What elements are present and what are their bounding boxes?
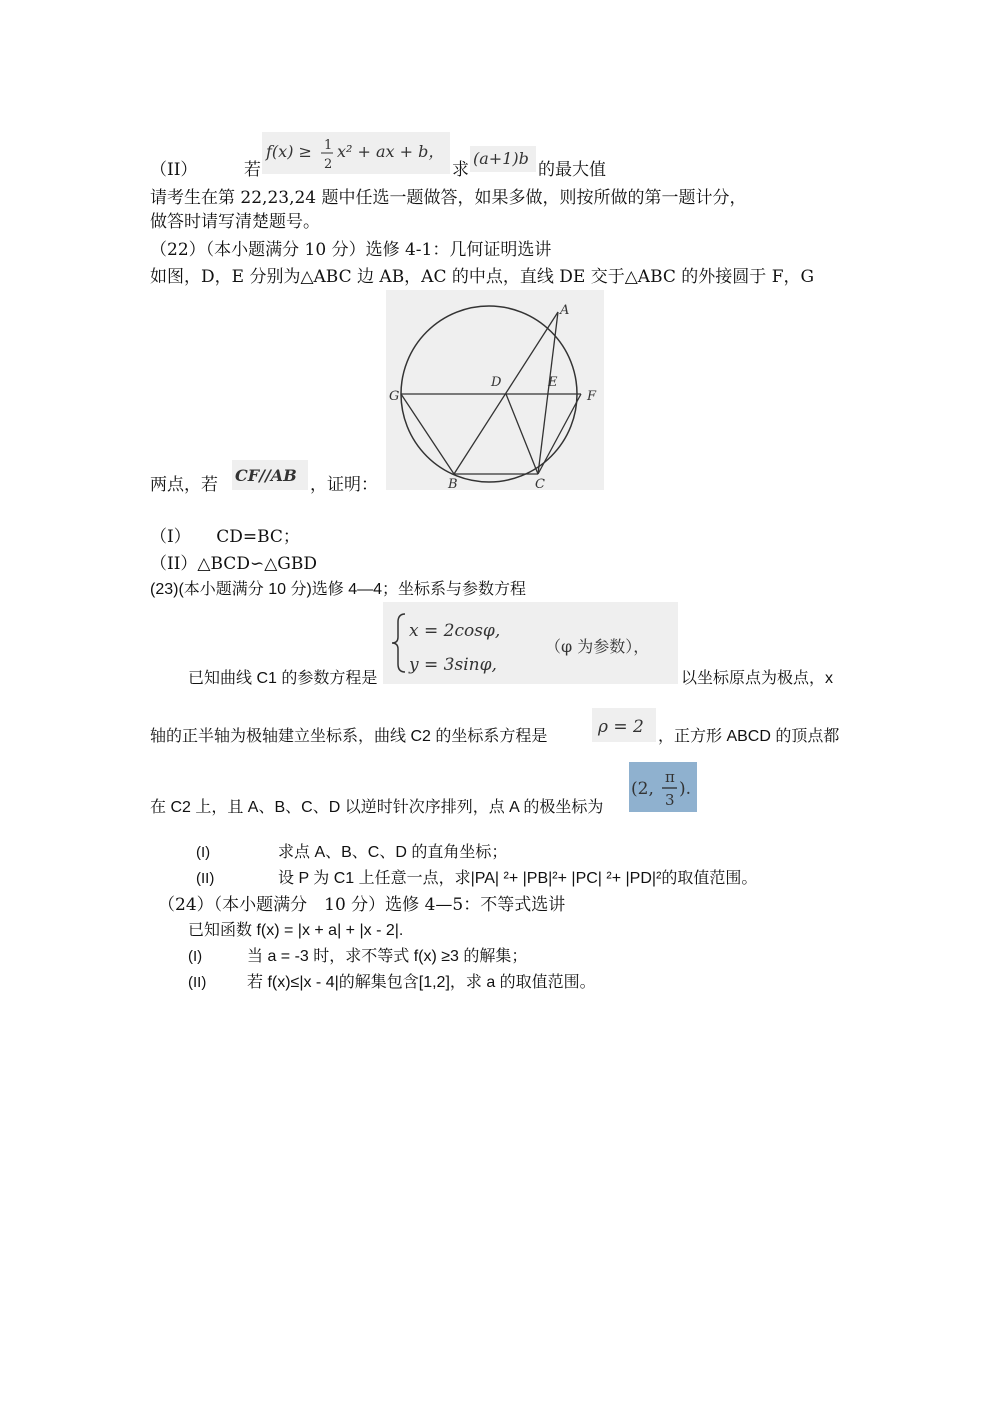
q22-part2: （II）△BCD∽△GBD (150, 554, 317, 574)
q21-formula-lhs: f(x) ≥ (266, 142, 312, 161)
instructions-line1: 请考生在第 22,23,24 题中任选一题做答，如果多做，则按所做的第一题计分， (150, 188, 747, 208)
q21-qiu: 求 (452, 160, 469, 180)
q24-part2-label: (II) (188, 974, 207, 991)
q22-intro: 如图，D，E 分别为△ABC 边 AB，AC 的中点，直线 DE 交于△ABC 的外接圆于 F，G (150, 267, 815, 287)
q23-polar-open: (2, (631, 779, 654, 799)
q23-part1-text: 求点 A、B、C、D 的直角坐标； (278, 844, 508, 861)
q23-rho-eq: ρ = 2 (598, 717, 644, 737)
q22-lead: 两点，若 (150, 475, 218, 495)
q23-line2-a: 轴的正半轴为极轴建立坐标系，曲线 C2 的坐标系方程是 (150, 728, 548, 745)
q21-expr: (a+1)b (473, 149, 529, 168)
q23-polar-image (629, 762, 697, 812)
q23-param-x: x = 2cosφ, (409, 621, 501, 641)
q21-part2-line (150, 158, 197, 182)
q21-formula-den: 2 (324, 157, 333, 172)
segment-dc (506, 394, 538, 474)
q23-part2-label: (II) (196, 870, 215, 887)
q23-param-image (383, 602, 678, 684)
q22-prove: ，证明： (310, 475, 378, 495)
q21-part2-label: （II） (150, 160, 198, 180)
q23-rho-image (592, 708, 656, 742)
q22-header: （22）（本小题满分 10 分）选修 4-1：几何证明选讲 (150, 240, 552, 260)
label-e: E (548, 375, 558, 390)
q21-formula-rhs: x² + ax + b， (337, 142, 445, 161)
segment-gb (401, 394, 454, 474)
q23-line1-a: 已知曲线 C1 的参数方程是 (188, 670, 378, 687)
segment-fc (538, 394, 581, 474)
instructions-line2: 做答时请写清楚题号。 (150, 212, 320, 232)
q21-ruo: 若 (244, 160, 261, 180)
label-b: B (448, 477, 458, 490)
segment-ac (538, 312, 558, 474)
q24-part2-text: 若 f(x)≤|x - 4|的解集包含[1,2]，求 a 的取值范围。 (247, 974, 596, 991)
q23-part2-text: 设 P 为 C1 上任意一点，求|PA| ²+ |PB|²+ |PC| ²+ |PD|²的取值范围。 (278, 870, 758, 887)
q23-polar-num: π (665, 768, 675, 786)
q24-function: 已知函数 f(x) = |x + a| + |x - 2|. (188, 922, 404, 939)
q23-header: (23)(本小题满分 10 分)选修 4—4；坐标系与参数方程 (150, 581, 527, 598)
q23-polar-close: ). (679, 779, 692, 799)
q21-formula-num: 1 (324, 138, 333, 153)
q22-part1: （I） CD=BC； (150, 527, 300, 547)
q23-line1-b: 以坐标原点为极点，x (681, 670, 834, 687)
label-d: D (491, 375, 502, 390)
label-a: A (560, 303, 570, 318)
q21-formula-image (262, 132, 450, 174)
q23-param-note: （φ 为参数）， (545, 637, 650, 656)
label-f: F (587, 389, 597, 404)
label-g: G (389, 389, 400, 404)
label-c: C (535, 477, 545, 490)
q24-header: （24）（本小题满分 10 分）选修 4—5：不等式选讲 (158, 895, 566, 915)
q23-param-y: y = 3sinφ, (409, 655, 497, 675)
q23-line3-a: 在 C2 上，且 A、B、C、D 以逆时针次序排列，点 A 的极坐标为 (150, 799, 604, 816)
q21-tail: 的最大值 (538, 160, 606, 180)
q24-part1-text: 当 a = -3 时，求不等式 f(x) ≥3 的解集； (247, 948, 528, 965)
q23-line2-b: ，正方形 ABCD 的顶点都 (658, 728, 840, 745)
q22-condition: CF//AB (235, 466, 297, 485)
q24-part1-label: (I) (188, 948, 203, 965)
q23-part1-label: (I) (196, 844, 211, 861)
segment-ba (454, 312, 558, 474)
q21-expr-image (470, 146, 536, 172)
q22-condition-image (232, 460, 308, 490)
q23-polar-den: 3 (665, 791, 675, 809)
q22-figure (386, 290, 604, 490)
